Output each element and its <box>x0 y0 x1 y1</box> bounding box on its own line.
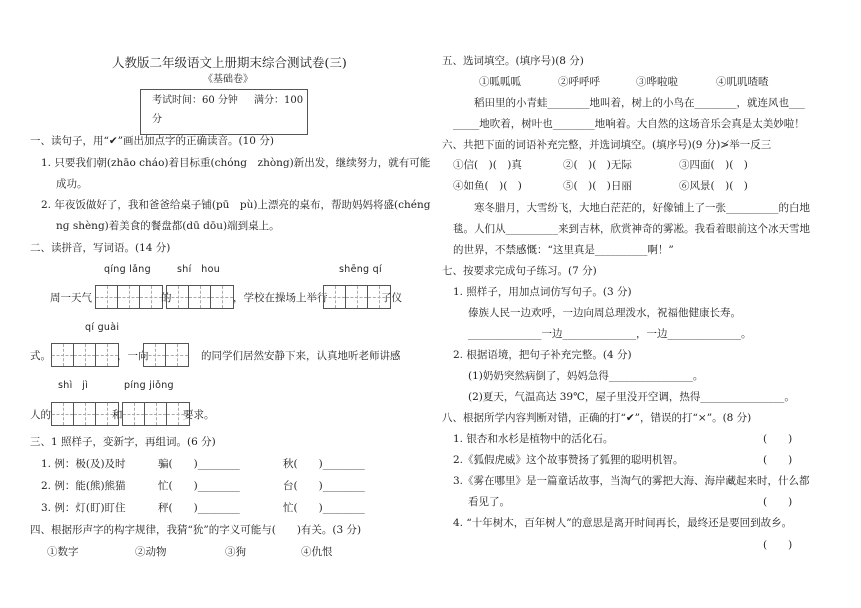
s8-q2-answer[interactable]: ( ) <box>763 454 793 466</box>
s3-row2-item1: 忙( )________ <box>158 480 240 492</box>
s6-passage-line1: 寒冬腊月，大雪纷飞，大地白茫茫的，好像铺上了一张__________的白地 <box>474 202 810 214</box>
section3-title: 三、1 照样子，变新字，再组词。(6 分) <box>30 436 216 448</box>
writing-grid-shiji[interactable] <box>51 402 119 426</box>
section5-title: 五、选词填空。(填序号)(8 分) <box>442 55 584 67</box>
s2-line1-b: 的 <box>161 292 172 304</box>
page-subtitle: 《基础卷》 <box>203 74 253 85</box>
s1-q1-line1: 1. 只要我们朝(zhāo cháo)着目标重(chóng zhòng)新出发，继续努力，就有可能 <box>41 157 431 169</box>
s1-q2-line1: 2. 年夜饭做好了，我和爸爸给桌子铺(pū pù)上漂亮的桌布，帮助妈妈将盛(chéng <box>41 199 431 211</box>
s6-row1-item2: ②( )( )无际 <box>563 159 632 171</box>
s6-row2-item3: ⑥风景( )( ) <box>679 180 748 192</box>
s2-line3-c: 要求。 <box>183 409 215 421</box>
s6-row1-item1: ①信( )( )真 <box>453 159 522 171</box>
s8-q1-answer[interactable]: ( ) <box>763 433 793 445</box>
s2-line2-a: 式。 <box>30 350 51 362</box>
page-title: 人教版二年级语文上册期末综合测试卷(三) <box>112 55 347 70</box>
s8-q4-answer[interactable]: ( ) <box>763 539 793 551</box>
s6-passage-line3: 的世界，不禁感慨：“这里真是__________啊！” <box>453 244 674 256</box>
section8-title: 八、根据所学内容判断对错，正确的打“✔”，错误的打“×”。(8 分) <box>442 412 752 424</box>
s2-line3-b: 和 <box>112 409 123 421</box>
s3-row1-example: 1. 例：极(及)及时 <box>41 458 126 470</box>
pinyin-shihou: shí hou <box>177 264 221 275</box>
s5-passage-line2: _____地吹着，树叶也________地响着。大自然的这场音乐会真是太美妙啦！ <box>453 118 805 130</box>
s3-row3-item2: 忙( )________ <box>283 502 365 514</box>
pinyin-qinglang: qíng lǎng <box>104 264 151 275</box>
s5-option-3: ③哗啦啦 <box>636 76 678 88</box>
writing-grid-qinglang[interactable] <box>95 285 163 309</box>
exam-time: 考试时间：60 分钟 <box>152 95 238 106</box>
s6-row2-item1: ④如鱼( )( ) <box>453 180 522 192</box>
section4-title: 四、根据形声字的构字规律，我猜“狁”的字义可能与( )有关。(3 分) <box>30 524 362 536</box>
s7-q1: 1. 照样子，用加点词仿写句子。(3 分) <box>453 286 632 298</box>
s8-q2: 2.《狐假虎威》这个故事赞扬了狐狸的聪明机智。 <box>453 454 684 466</box>
exam-score: 满分：100 <box>254 95 304 106</box>
s3-row1-item2: 秋( )________ <box>283 458 365 470</box>
s3-row1-item1: 骗( )________ <box>158 458 240 470</box>
section7-title: 七、按要求完成句子练习。(7 分) <box>442 265 597 277</box>
s7-q2-b: (2)夏天，气温高达 39℃，屋子里没开空调，热得________________。 <box>468 391 795 403</box>
section1-title: 一、读句子，用“✔”画出加点字的正确读音。(10 分) <box>30 135 274 147</box>
s7-q2-a: (1)奶奶突然病倒了，妈妈急得________________。 <box>468 370 704 382</box>
writing-grid-qiguai[interactable] <box>51 343 119 367</box>
pinyin-shengqi: shēng qí <box>339 264 382 275</box>
s3-row3-example: 3. 例：灯(盯)盯住 <box>41 502 126 514</box>
s2-line1-c: ，学校在操场上举行 <box>233 292 328 304</box>
s8-q3-line2: 看见了。 <box>468 496 510 508</box>
s4-option-1: ①数字 <box>47 546 79 558</box>
s4-option-3: ③狗 <box>225 546 246 558</box>
s1-q2-line2: nɡ shèng)着美食的餐盘都(dū dōu)端到桌上。 <box>56 220 280 232</box>
s8-q1: 1. 银杏和水杉是植物中的活化石。 <box>453 433 614 445</box>
s6-row2-item2: ⑤( )( )日丽 <box>563 180 632 192</box>
s8-q3-line1: 3.《雾在哪里》是一篇童话故事，当淘气的雾把大海、海岸藏起来时，什么都 <box>453 475 810 487</box>
s5-option-4: ④叽叽喳喳 <box>716 76 769 88</box>
section2-title: 二、读拼音，写词语。(14 分) <box>30 242 171 254</box>
s3-row2-example: 2. 例：能(熊)熊猫 <box>41 480 126 492</box>
writing-grid-blank2[interactable] <box>143 343 189 367</box>
s5-option-1: ①呱呱呱 <box>479 76 521 88</box>
pinyin-qiguai: qí guài <box>85 322 120 333</box>
exam-score-unit: 分 <box>152 114 162 125</box>
s7-q2: 2. 根据语境，把句子补充完整。(4 分) <box>453 349 632 361</box>
s3-row2-item2: 台( )________ <box>283 480 365 492</box>
s6-passage-line2: 毯。人们从__________来到吉林，欣赏神奇的雾凇。我看着眼前这个冰天雪地 <box>453 223 810 235</box>
s2-line2-c: 的同学们居然安静下来，认真地听老师讲感 <box>201 350 401 362</box>
s4-option-4: ④仇恨 <box>301 546 333 558</box>
s5-passage-line1: 稻田里的小青蛙________地叫着，树上的小鸟在________，就连风也___ <box>474 97 805 109</box>
s8-q3-answer[interactable]: ( ) <box>763 496 793 508</box>
pinyin-shiji: shì jì <box>58 380 89 391</box>
pinyin-pingjiong: píng jiǒng <box>124 380 174 391</box>
s5-option-2: ②呼呼呼 <box>558 76 600 88</box>
s2-line1-d: 了仪 <box>381 292 402 304</box>
s6-row1-item3: ③四面( )( ) <box>679 159 748 171</box>
s2-line1-a: 周一天气 <box>50 292 92 304</box>
s1-q1-line2: 成功。 <box>56 178 88 190</box>
s7-q1-example: 傣族人民一边欢呼，一边向周总理泼水，祝福他健康长寿。 <box>468 307 741 319</box>
s8-q4: 4. “十年树木，百年树人”的意思是离开时间再长，最终还是要回到故乡。 <box>453 517 793 529</box>
section6-title: 六、共把下面的词语补充完整，并选词填空。(填序号)(9 分)≯举一反三 <box>442 139 772 151</box>
s4-option-2: ②动物 <box>135 546 167 558</box>
s3-row3-item1: 秤( )________ <box>158 502 240 514</box>
s2-line3-a: 人的 <box>30 409 51 421</box>
writing-grid-pingjiong[interactable] <box>122 402 190 426</box>
s2-line2-b: ，一向 <box>117 350 149 362</box>
s7-q1-answer-line: ______________一边______________，一边______________。 <box>468 328 752 340</box>
writing-grid-shihou[interactable] <box>166 285 234 309</box>
